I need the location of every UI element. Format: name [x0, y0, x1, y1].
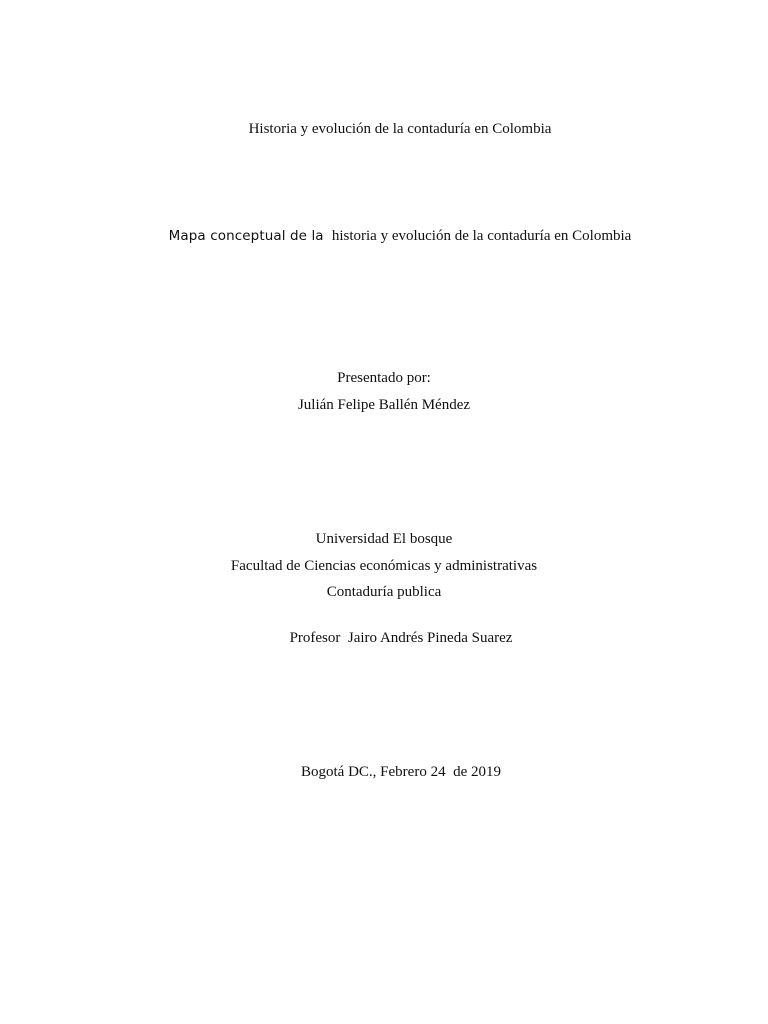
document-subtitle: [16, 227, 768, 245]
subtitle-rest: historia y evolución de la contaduría en Colombia: [328, 228, 632, 244]
document-title: Historia y evolución de la contaduría en Colombia: [248, 121, 552, 137]
author-name: Julián Felipe Ballén Méndez: [297, 397, 471, 413]
presented-by-label: Presentado por:: [337, 370, 431, 386]
faculty-name: Facultad de Ciencias económicas y administrativas: [230, 558, 538, 574]
university-name: Universidad El bosque: [315, 531, 453, 547]
document-date: Bogotá DC., Febrero 24 de 2019: [301, 764, 501, 780]
professor-name: Profesor Jairo Andrés Pineda Suarez: [289, 630, 513, 646]
subtitle-prefix: Mapa conceptual de la: [168, 228, 329, 244]
program-name: Contaduría publica: [326, 584, 442, 600]
